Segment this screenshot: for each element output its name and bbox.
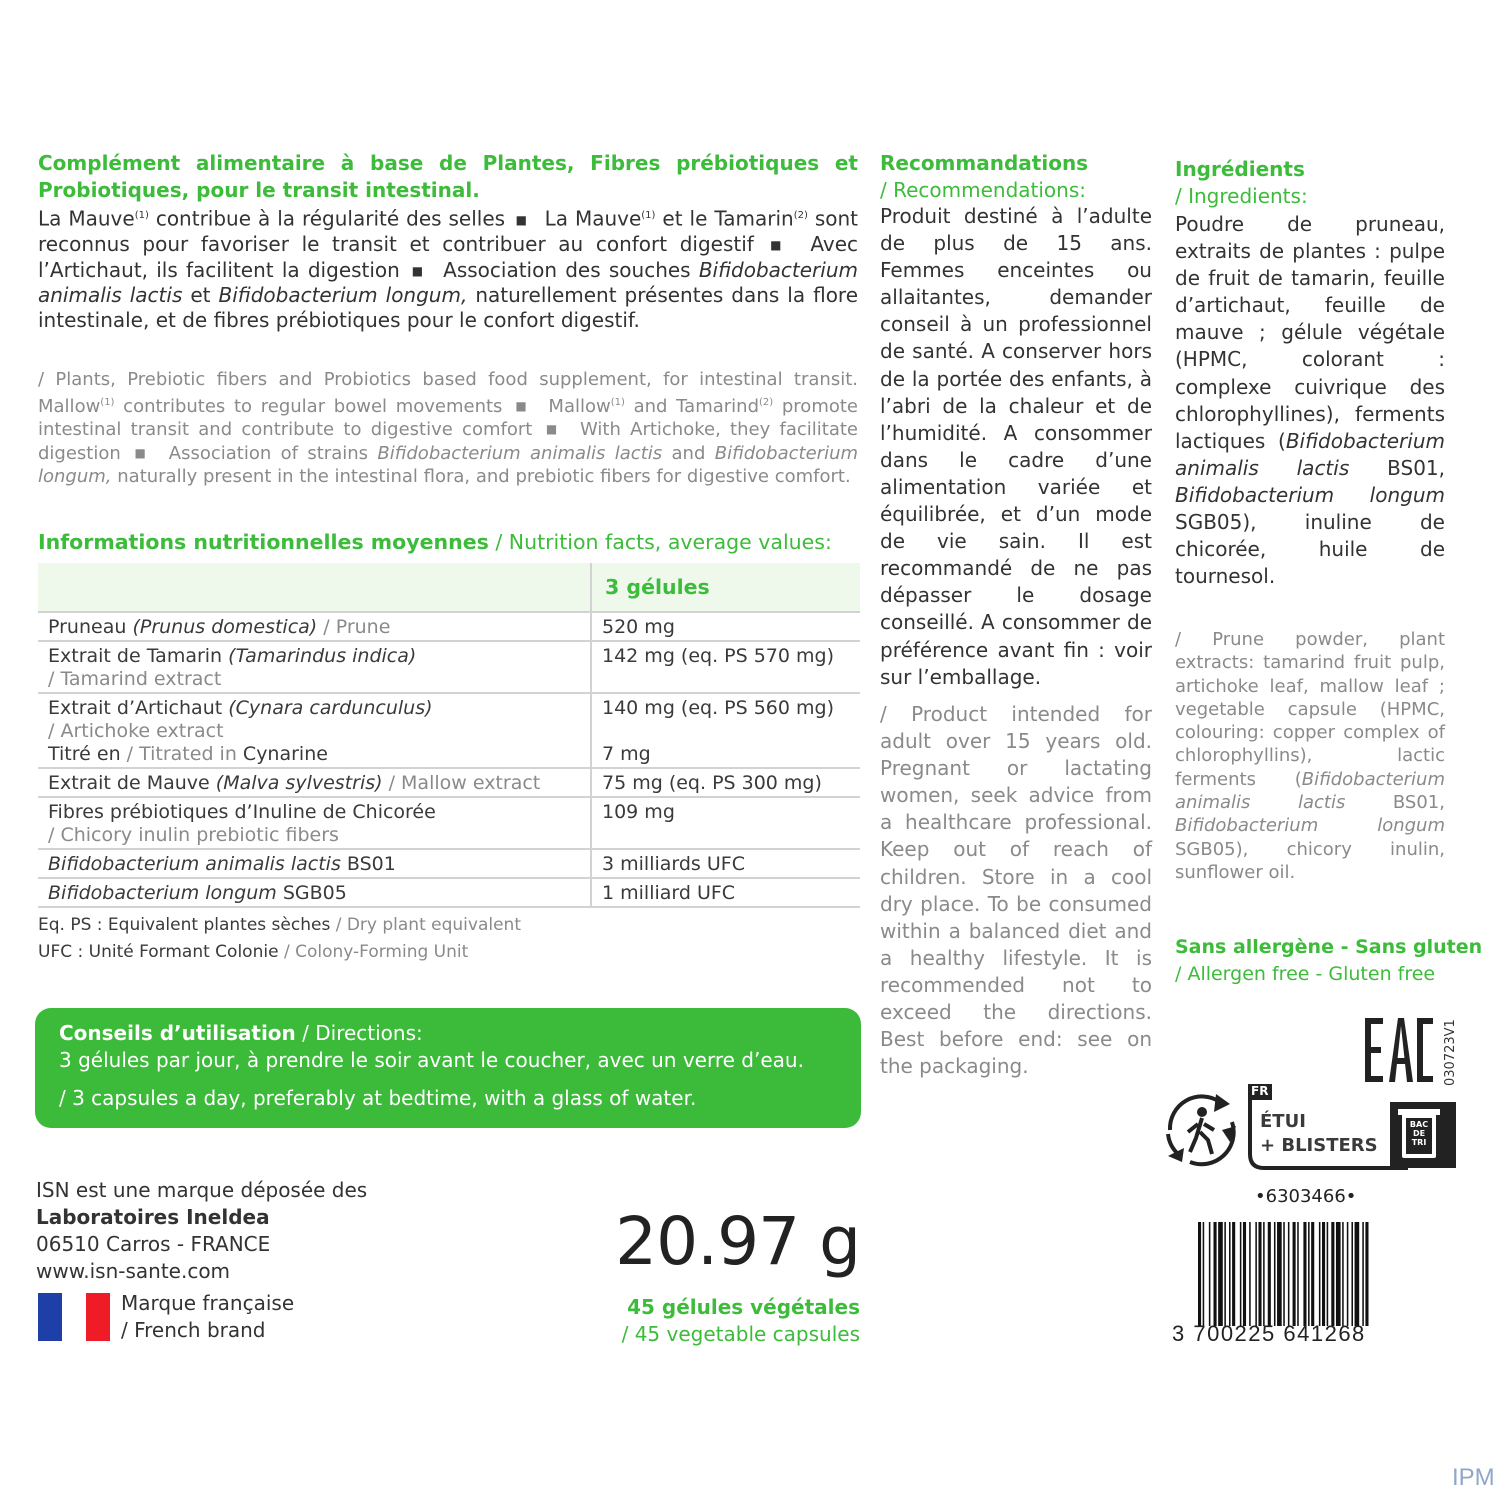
barcode-bar bbox=[1268, 1222, 1271, 1326]
barcode-bar bbox=[1224, 1222, 1226, 1326]
table-row: Extrait de Mauve (Malva sylvestris) / Mallow extract 75 mg (eq. PS 300 mg) bbox=[38, 768, 860, 797]
barcode-bar bbox=[1255, 1222, 1257, 1326]
recommendations-title: Recommandations / Recommendations: bbox=[880, 151, 1089, 202]
intro-text-fr: La Mauve$^{(1)}$ contribue à la régularité des selles ■ La Mauve$^{(1)}$ et le Tamarin$^{(2)}$ sont reconnus pour favoriser le transit et contribuer au confort digestif ■ Avec l’Artichaut, ils facilitent la digestion ■ Association des souches Bifidobacterium animalis lactis et Bifidobacterium longum, naturellement présentes dans la flore intestinale, et de fibres prébiotiques pour le confort digestif. bbox=[38, 206, 859, 332]
product-code: •6303466• bbox=[1255, 1186, 1357, 1207]
ingredients-text-en: / Prune powder, plant extracts: tamarind fruit pulp, artichoke leaf, mallow leaf ; vegetable capsule (HPMC, colouring: copper complex of chlorophyllins), lactic ferments (Bifidobacterium animalis lactis BS01, Bifidobacterium longum SGB05), chicory inulin, sunflower oil. bbox=[1175, 629, 1445, 883]
barcode-bar bbox=[1351, 1222, 1353, 1326]
table-row: Bifidobacterium longum SGB05 1 milliard UFC bbox=[38, 878, 860, 907]
triman-fr-tag: FR bbox=[1251, 1084, 1269, 1098]
barcode-bar bbox=[1362, 1222, 1364, 1326]
barcode-bar bbox=[1293, 1222, 1296, 1326]
bullet-square-icon: ■ bbox=[512, 399, 530, 414]
barcode-bar bbox=[1229, 1222, 1231, 1326]
barcode-bar bbox=[1214, 1222, 1217, 1326]
ingredients-title: Ingrédients / Ingredients: bbox=[1175, 157, 1308, 208]
eac-code-label bbox=[1438, 1010, 1462, 1088]
nutrition-heading: Informations nutritionnelles moyennes / Nutrition facts, average values: bbox=[38, 530, 832, 554]
barcode-bar bbox=[1263, 1222, 1265, 1326]
barcode-bar bbox=[1365, 1222, 1368, 1326]
barcode-icon bbox=[1198, 1222, 1424, 1326]
french-flag-icon bbox=[38, 1293, 110, 1341]
table-row: Fibres prébiotiques d’Inuline de Chicorée / Chicory inulin prebiotic fibers 109 mg bbox=[38, 797, 860, 849]
barcode-bar bbox=[1249, 1222, 1251, 1326]
barcode-bar bbox=[1322, 1222, 1325, 1326]
barcode-bar bbox=[1240, 1222, 1242, 1326]
table-row: Extrait d’Artichaut (Cynara cardunculus) / Artichoke extract Titré en / Titrated in Cynarine 140 mg (eq. PS 560 mg) 7 mg bbox=[38, 693, 860, 768]
svg-text:030723V1: 030723V1 bbox=[1443, 1019, 1458, 1086]
barcode-bar bbox=[1277, 1222, 1282, 1326]
intro-text-en: / Plants, Prebiotic fibers and Probiotics based food supplement, for intestinal transit. Mallow$^{(1)}$ contributes to regular bowel movements ■ Mallow$^{(1)}$ and Tamarind$^{(2)}$ promote intestinal transit and contribute to digestive comfort ■ With Artichoke, they facilitate digestion ■ Association of strains Bifidobacterium animalis lactis and Bifidobacterium longum, naturally present in the intestinal flora, and prebiotic fibers for digestive comfort. bbox=[38, 369, 859, 487]
barcode-bar bbox=[1327, 1222, 1329, 1326]
barcode-bar bbox=[1331, 1222, 1334, 1326]
bullet-square-icon: ■ bbox=[409, 263, 425, 278]
barcode-bar bbox=[1303, 1222, 1306, 1326]
allergen-notice: Sans allergène - Sans gluten / Allergen free - Gluten free bbox=[1175, 936, 1483, 985]
triman-line2: + BLISTERS bbox=[1260, 1135, 1378, 1156]
barcode-bar bbox=[1232, 1222, 1235, 1326]
barcode-bar bbox=[1342, 1222, 1344, 1326]
barcode-bar bbox=[1283, 1222, 1285, 1326]
barcode-bar bbox=[1243, 1222, 1246, 1326]
bullet-square-icon: ■ bbox=[515, 212, 528, 227]
french-brand-label: Marque française / French brand bbox=[121, 1291, 295, 1342]
triman-bin-label: BAC DE TRI bbox=[1409, 1120, 1429, 1147]
barcode-bar bbox=[1311, 1222, 1314, 1326]
net-weight: 20.97 g bbox=[615, 1203, 860, 1280]
barcode-bar bbox=[1218, 1222, 1223, 1326]
capsule-count: 45 gélules végétales / 45 vegetable capsules bbox=[621, 1295, 860, 1346]
corner-mark: IPM bbox=[1452, 1464, 1495, 1491]
barcode-bar bbox=[1297, 1222, 1299, 1326]
table-row: Bifidobacterium animalis lactis BS01 3 milliards UFC bbox=[38, 849, 860, 878]
bullet-square-icon: ■ bbox=[130, 445, 150, 460]
nutrition-footnotes: Eq. PS : Equivalent plantes sèches / Dry plant equivalent UFC : Unité Formant Colonie / Colony-Forming Unit bbox=[38, 915, 522, 962]
barcode-bar bbox=[1203, 1222, 1205, 1326]
directions-box: Conseils d’utilisation / Directions: 3 gélules par jour, à prendre le soir avant le coucher, avec un verre d’eau. / 3 capsules a day, preferably at bedtime, with a glass of water. bbox=[35, 1008, 861, 1128]
ingredients-text-fr: Poudre de pruneau, extraits de plantes : pulpe de fruit de tamarin, feuille d’artichaut, feuille de mauve ; gélule végétale (HPMC, colorant : complexe cuivrique des chlorophyllines), ferments lactiques (Bifidobacterium animalis lactis BS01, Bifidobacterium longum SGB05), inuline de chicorée, huile de tournesol. bbox=[1175, 212, 1446, 589]
recommendations-text-fr: Produit destiné à l’adulte de plus de 15 ans. Femmes enceintes ou allaitantes, demander conseil à un professionnel de santé. A conserver hors de la portée des enfants, à l’abri de la chaleur et de l’humidité. A consommer dans le cadre d’une alimentation variée et équilibrée, et d’un mode de vie sain. Il est recommandé de ne pas dépasser le dosage conseillé. A consommer de préférence avant fin : voir sur l’emballage. bbox=[880, 204, 1152, 689]
barcode-digits: 3 700225 641268 bbox=[1172, 1321, 1366, 1346]
bullet-square-icon: ■ bbox=[542, 422, 561, 437]
barcode-bar bbox=[1258, 1222, 1261, 1326]
intro-title: Complément alimentaire à base de Plantes, Fibres prébiotiques et Probiotiques, pour le transit intestinal. bbox=[38, 151, 858, 202]
triman-line1: ÉTUI bbox=[1260, 1111, 1306, 1132]
nutrition-column-header: 3 gélules bbox=[605, 575, 710, 599]
barcode-bar bbox=[1274, 1222, 1276, 1326]
barcode-bar bbox=[1209, 1222, 1211, 1326]
barcode-bar bbox=[1355, 1222, 1360, 1326]
table-row: Extrait de Tamarin (Tamarindus indica) / Tamarind extract 142 mg (eq. PS 570 mg) bbox=[38, 641, 860, 693]
recommendations-text-en: / Product intended for adult over 15 years old. Pregnant or lactating women, seek advice from a healthcare professional. Keep out of reach of children. Store in a cool dry place. To be consumed within a balanced diet and a healthy lifestyle. It is recommended not to exceed the directions. Best before end: see on the packaging. bbox=[880, 702, 1152, 1079]
brand-block: ISN est une marque déposée des Laboratoires Ineldea 06510 Carros - FRANCE www.isn-sante.com bbox=[36, 1178, 368, 1283]
barcode-bar bbox=[1308, 1222, 1310, 1326]
nutrition-table bbox=[38, 563, 860, 908]
barcode-bar bbox=[1198, 1222, 1201, 1326]
barcode-bar bbox=[1336, 1222, 1341, 1326]
table-row: Pruneau (Prunus domestica) / Prune 520 mg bbox=[38, 612, 860, 641]
eac-logo-icon bbox=[1363, 1016, 1435, 1084]
barcode-bar bbox=[1319, 1222, 1321, 1326]
bullet-square-icon: ■ bbox=[763, 238, 788, 253]
barcode-bar bbox=[1288, 1222, 1290, 1326]
barcode-bar bbox=[1347, 1222, 1349, 1326]
nutrition-table-header bbox=[38, 563, 860, 612]
